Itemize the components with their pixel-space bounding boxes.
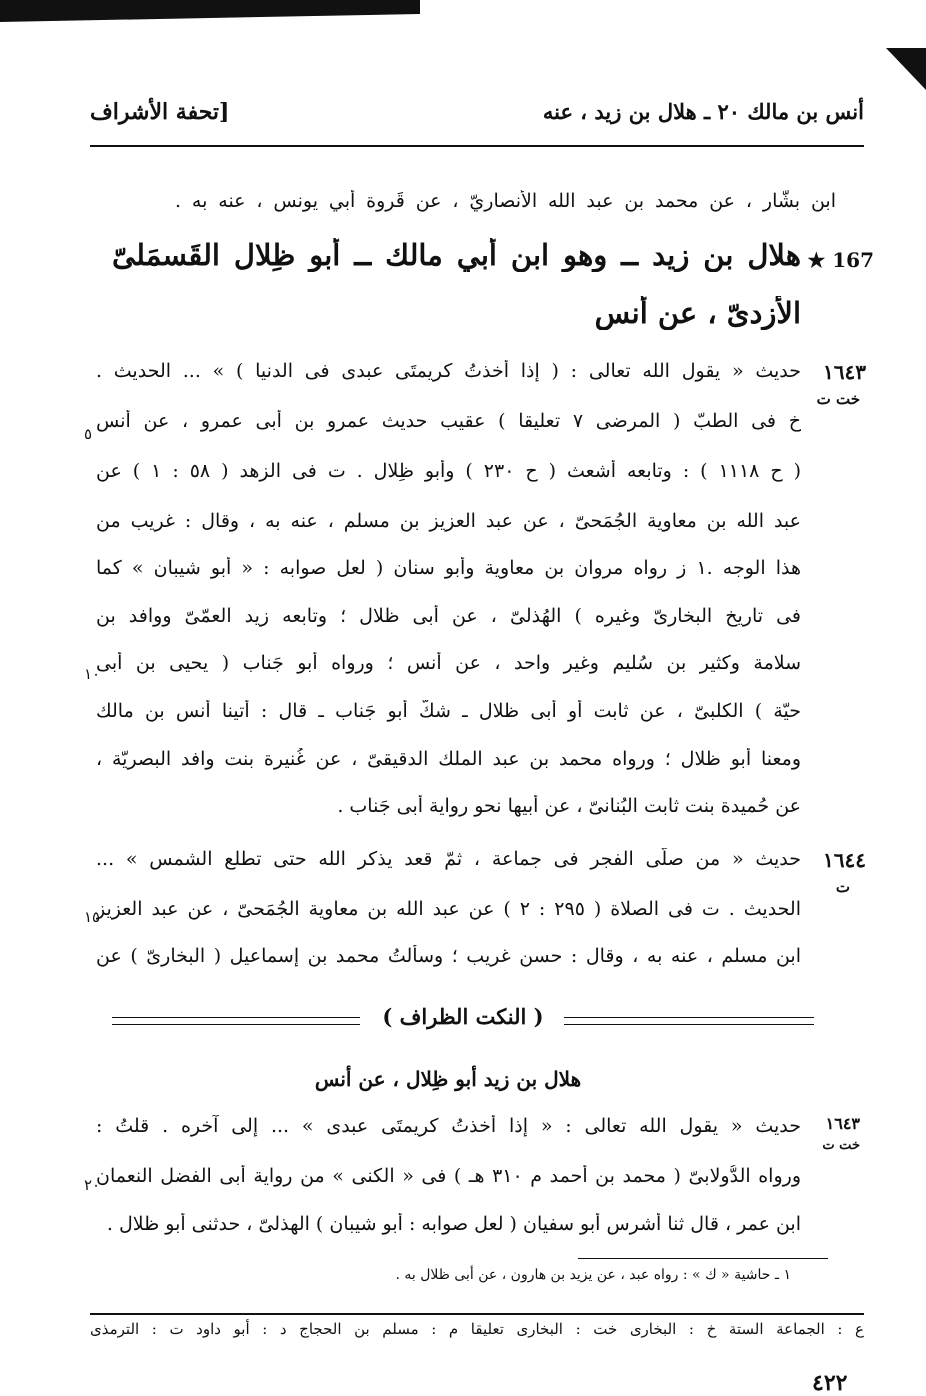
source-sigla: خت ت <box>816 390 860 408</box>
text-line: ابن عمر ، قال ثنا أشرس أبو سفيان ( لعل صوابه : أبو شيبان ) الهذلىّ ، حدثنى أبو ظلال . <box>106 1213 801 1235</box>
abbreviation-key: ع : الجماعة الستة خ : البخارى خت : البخارى تعليقا م : مسلم بن الحجاج د : أبو داود ت : الترمذى <box>90 1320 864 1338</box>
section-divider <box>112 1004 814 1038</box>
source-sigla: خت ت <box>822 1138 860 1153</box>
margin-line-number: ٢٠ <box>84 1176 101 1194</box>
margin-line-number: ١٠ <box>84 665 101 683</box>
section-title: ( النكت الظراف ) <box>382 1004 544 1029</box>
text-line: حديث « يقول الله تعالى : « إذا أخذتُ كريمتَى عبدى » ... إلى آخره . قلتُ : <box>96 1115 801 1137</box>
text-line: عبد الله بن معاوية الجُمَحىّ ، عن عبد العزيز بن مسلم ، عنه به ، وقال : غريب من <box>96 510 801 532</box>
header-chapter-title: أنس بن مالك ٢٠ ـ هلال بن زيد ، عنه <box>542 99 864 124</box>
text-line: سلامة وكثير بن سُليم وغير واحد ، عن أنس ؛ ورواه أبو جَناب ( يحيى بن أبى <box>96 652 801 674</box>
scan-corner-shadow <box>0 0 420 22</box>
text-line: ورواه الدُّولابىّ ( محمد بن أحمد م ٣١٠ هـ ) فى « الكنى » من رواية أبى الفضل النعمان <box>96 1165 801 1187</box>
text-line: ابن مسلم ، عنه به ، وقال : حسن غريب ؛ وسألتُ محمد بن إسماعيل ( البخارىّ ) عن <box>96 945 801 967</box>
footnote-rule <box>578 1258 828 1259</box>
text-line: حيّة ) الكلبىّ ، عن ثابت أو أبى ظلال ـ شكّ أبو جَناب ـ قال : أتينا أنس بن مالك <box>96 700 801 722</box>
text-line: ابن بشّار ، عن محمد بن عبد الله الأنصاريّ ، عن قَروة أبي يونس ، عنه به . <box>175 190 836 212</box>
hadith-number: ١٦٤٣ <box>825 1114 860 1133</box>
footnote: ١ ـ حاشية « ك » : رواه عبد ، عن يزيد بن هارون ، عن أبى ظلال به . <box>395 1267 791 1283</box>
text-line: ( ح ١١١٨ ) : وتابعه أشعث ( ح ٢٣٠ ) وأبو ظِلال . ت فى الزهد ( ٥٨ : ١ ) عن <box>96 460 801 482</box>
text-line: هذا الوجه .١ ز رواه مروان بن معاوية وأبو سنان ( لعل صوابه : « أبو شيبان » كما <box>96 557 801 579</box>
source-sigla: ت <box>835 878 850 896</box>
running-header <box>90 95 864 135</box>
entry-number: ★ 167 <box>807 248 874 272</box>
text-line: حديث « يقول الله تعالى : ( إذا أخذتُ كريمتَى عبدى فى الدنيا ) » ... الحديث . <box>96 360 801 382</box>
page-number: ٤٢٢ <box>812 1370 848 1396</box>
text-line: ومعنا أبو ظلال ؛ ورواه محمد بن عبد الملك الدقيقىّ ، عن غُنيرة بنت وافد البصريّة ، <box>96 748 801 770</box>
text-line: الحديث . ت فى الصلاة ( ٢٩٥ : ٢ ) عن عبد الله بن معاوية الجُمَحىّ ، عن عبد العزيز <box>96 898 801 920</box>
hadith-number: ١٦٤٣ <box>823 360 866 384</box>
narrator-heading-line-1: هلال بن زيد ــ وهو ابن أبي مالك ــ أبو ظِلال القَسمَلىّ <box>112 238 801 272</box>
header-book-title: [تحفة الأشراف <box>90 99 230 125</box>
header-rule <box>90 145 864 147</box>
narrator-heading-line-2: الأزدىّ ، عن أنس <box>594 296 801 330</box>
text-line: عن حُميدة بنت ثابت البُنانىّ ، عن أبيها نحو رواية أبى جَناب . <box>337 795 801 817</box>
footer-rule <box>90 1313 864 1315</box>
margin-line-number: ٥ <box>84 425 93 443</box>
section-subheading: هلال بن زيد أبو ظِلال ، عن أنس <box>314 1067 582 1091</box>
text-line: خ فى الطبّ ( المرضى ٧ تعليقا ) عقيب حديث عمرو بن أبى عمرو ، عن أنس <box>96 410 801 432</box>
text-line: فى تاريخ البخارىّ وغيره ) الهُذلىّ ، عن أبى ظلال ؛ وتابعه زيد العمّىّ ووافد بن <box>96 605 801 627</box>
hadith-number: ١٦٤٤ <box>823 848 866 872</box>
margin-line-number: ١٥ <box>84 908 101 926</box>
text-line: حديث « من صلّى الفجر فى جماعة ، ثمّ قعد يذكر الله حتى تطلع الشمس » ... <box>96 848 801 870</box>
page-corner-triangle <box>886 40 926 90</box>
